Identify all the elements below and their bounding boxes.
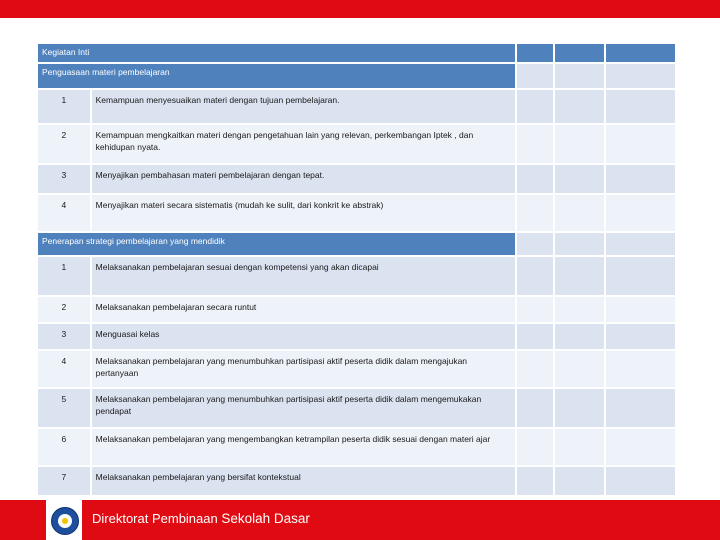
table-header-row: [38, 44, 675, 62]
footer-org-text: [92, 511, 310, 526]
header-title: Kegiatan Inti: [38, 44, 515, 62]
table-row: [38, 90, 675, 123]
score-cell: [555, 90, 604, 123]
score-cell: [517, 297, 553, 322]
item-text: Menguasai kelas: [92, 324, 515, 349]
score-cell: [517, 429, 553, 465]
score-cell: [517, 64, 553, 88]
score-cell: [606, 165, 675, 193]
score-cell: [555, 64, 604, 88]
score-cell: [606, 429, 675, 465]
section-row: [38, 64, 675, 88]
item-text: Kemampuan menyesuaikan materi dengan tujuan pembelajaran.: [92, 90, 515, 123]
item-text: Kemampuan mengkaitkan materi dengan pengetahuan lain yang relevan, perkembangan Iptek , dan kehidupan nyata.: [92, 125, 515, 163]
item-number: 7: [38, 467, 90, 495]
item-number: 6: [38, 429, 90, 465]
score-cell: [555, 351, 604, 387]
score-cell: [555, 429, 604, 465]
score-cell: [517, 165, 553, 193]
score-cell: [517, 324, 553, 349]
item-text: Menyajikan pembahasan materi pembelajaran dengan tepat.: [92, 165, 515, 193]
table-row: [38, 351, 675, 387]
tut-wuri-handayani-logo-icon: [51, 507, 79, 535]
score-cell: [555, 389, 604, 427]
logo-dot-icon: [62, 518, 68, 524]
item-text: Melaksanakan pembelajaran sesuai dengan kompetensi yang akan dicapai: [92, 257, 515, 295]
logo-box: [46, 500, 82, 540]
table-row: [38, 467, 675, 495]
section-title: Penerapan strategi pembelajaran yang mendidik: [38, 233, 515, 255]
score-cell: [606, 324, 675, 349]
assessment-table-wrapper: [36, 42, 677, 497]
score-cell: [606, 90, 675, 123]
score-cell: [517, 351, 553, 387]
footer-org-prefix: Direktorat Pembinaan: [92, 511, 222, 526]
item-text: Melaksanakan pembelajaran yang menumbuhkan partisipasi aktif peserta didik dalam mengemukakan pendapat: [92, 389, 515, 427]
table-row: [38, 297, 675, 322]
score-cell: [606, 297, 675, 322]
top-red-bar: [0, 0, 720, 18]
item-number: 1: [38, 90, 90, 123]
item-text: Melaksanakan pembelajaran yang mengembangkan ketrampilan peserta didik sesuai dengan materi ajar: [92, 429, 515, 465]
item-number: 2: [38, 297, 90, 322]
score-cell: [555, 165, 604, 193]
section-title: Penguasaan materi pembelajaran: [38, 64, 515, 88]
table-row: [38, 195, 675, 231]
score-cell: [606, 257, 675, 295]
item-number: 4: [38, 195, 90, 231]
item-number: 3: [38, 165, 90, 193]
score-cell: [606, 125, 675, 163]
score-cell: [555, 324, 604, 349]
item-text: Menyajikan materi secara sistematis (mudah ke sulit, dari konkrit ke abstrak): [92, 195, 515, 231]
item-number: 3: [38, 324, 90, 349]
score-cell: [555, 297, 604, 322]
score-header-cell: [555, 44, 604, 62]
score-cell: [517, 125, 553, 163]
table-row: [38, 125, 675, 163]
table-row: [38, 429, 675, 465]
item-number: 4: [38, 351, 90, 387]
item-text: Melaksanakan pembelajaran yang menumbuhkan partisipasi aktif peserta didik dalam mengajukan pertanyaan: [92, 351, 515, 387]
score-cell: [517, 233, 553, 255]
table-row: [38, 389, 675, 427]
item-text: Melaksanakan pembelajaran yang bersifat kontekstual: [92, 467, 515, 495]
score-cell: [555, 257, 604, 295]
logo-inner-icon: [58, 514, 72, 528]
score-header-cell: [606, 44, 675, 62]
score-cell: [555, 467, 604, 495]
score-cell: [517, 389, 553, 427]
score-cell: [517, 467, 553, 495]
score-cell: [517, 257, 553, 295]
score-cell: [606, 467, 675, 495]
score-cell: [606, 351, 675, 387]
table-row: [38, 257, 675, 295]
item-number: 1: [38, 257, 90, 295]
item-number: 5: [38, 389, 90, 427]
score-cell: [555, 195, 604, 231]
item-text: Melaksanakan pembelajaran secara runtut: [92, 297, 515, 322]
table-row: [38, 324, 675, 349]
table-row: [38, 165, 675, 193]
score-cell: [517, 195, 553, 231]
assessment-table: [36, 42, 677, 497]
footer-org-name: Sekolah Dasar: [221, 511, 310, 526]
score-header-cell: [517, 44, 553, 62]
score-cell: [517, 90, 553, 123]
score-cell: [606, 195, 675, 231]
item-number: 2: [38, 125, 90, 163]
score-cell: [606, 233, 675, 255]
score-cell: [606, 389, 675, 427]
score-cell: [555, 233, 604, 255]
score-cell: [555, 125, 604, 163]
score-cell: [606, 64, 675, 88]
footer-bar: [0, 500, 720, 540]
section-row: [38, 233, 675, 255]
